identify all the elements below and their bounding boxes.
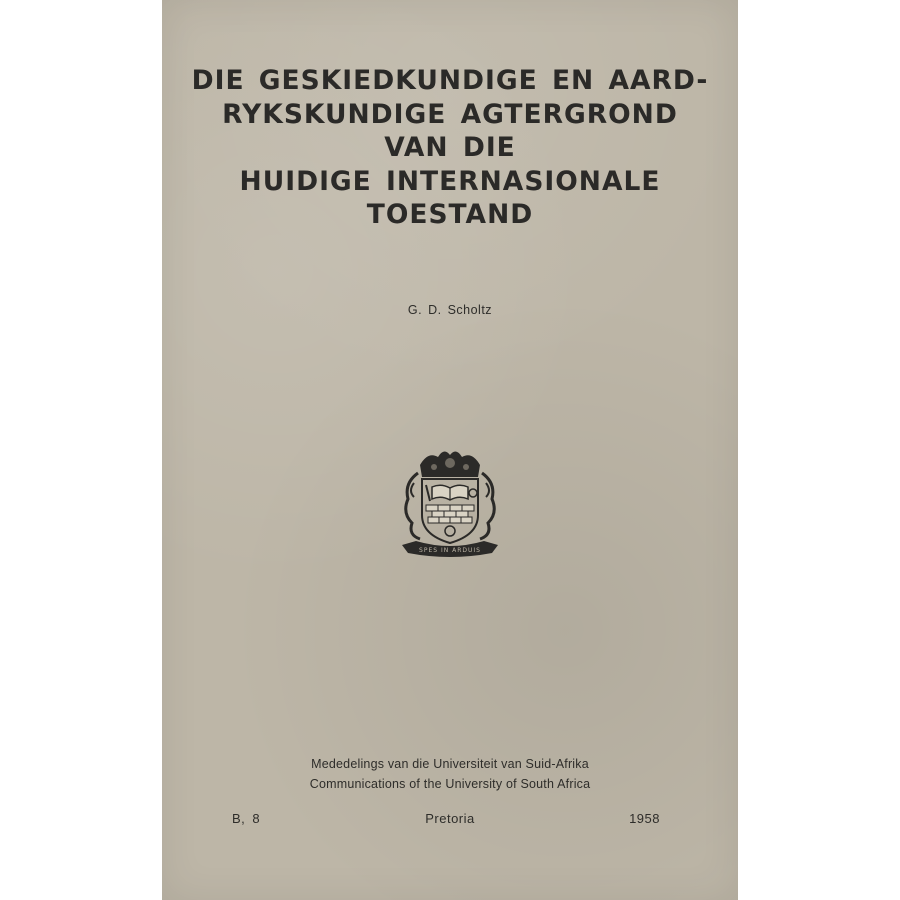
series-number: B, 8 xyxy=(232,811,261,826)
publication-year: 1958 xyxy=(629,811,660,826)
title-line-5: TOESTAND xyxy=(366,199,534,230)
cover-title xyxy=(162,64,738,232)
series-statement xyxy=(162,754,738,794)
seal-motto: SPES IN ARDUIS xyxy=(419,547,481,554)
title-line-2: RYKSKUNDIGE AGTERGROND xyxy=(222,98,678,130)
author-name: G. D. Scholtz xyxy=(407,303,493,317)
publication-city: Pretoria xyxy=(425,811,475,826)
title-line-4: HUIDIGE INTERNASIONALE xyxy=(239,165,661,197)
book-cover xyxy=(162,0,738,900)
title-line-3: VAN DIE xyxy=(384,132,516,163)
series-afrikaans: Mededelings van die Universiteit van Suid-Afrika xyxy=(311,757,589,771)
title-line-1: DIE GESKIEDKUNDIGE EN AARD- xyxy=(191,65,709,96)
series-english: Communications of the University of South Africa xyxy=(309,777,591,791)
university-coat-of-arms-icon xyxy=(398,443,502,561)
